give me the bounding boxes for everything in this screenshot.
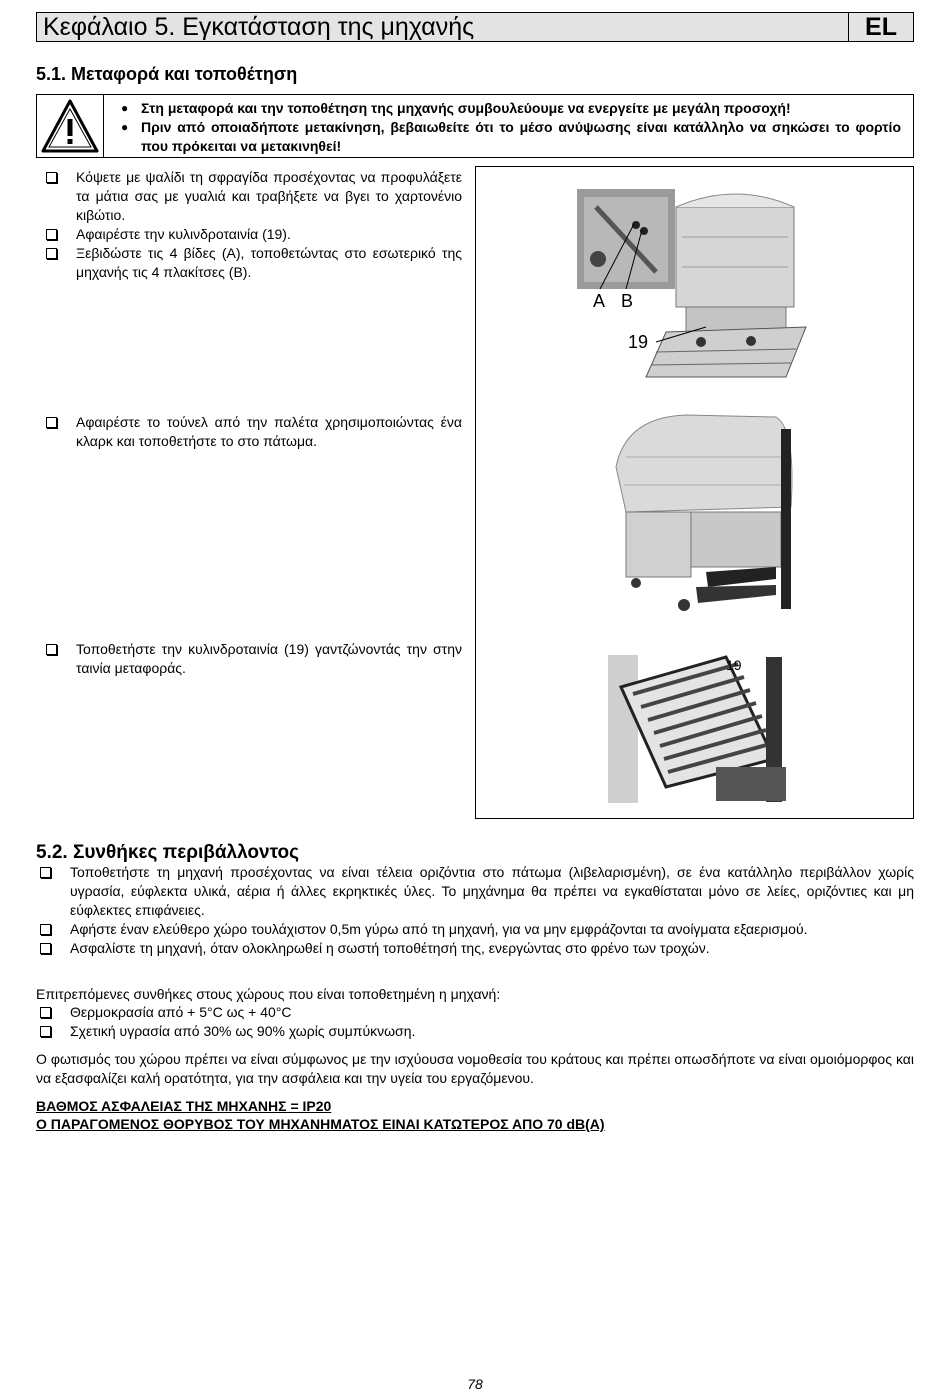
checkbox-bullet-icon [36, 1022, 70, 1041]
section-heading-5-1: 5.1. Μεταφορά και τοποθέτηση [36, 64, 298, 84]
section-heading-5-2: 5.2. Συνθήκες περιβάλλοντος [36, 842, 300, 863]
steps-group-1 [42, 168, 462, 282]
checkbox-bullet-icon [42, 244, 76, 282]
checkbox-bullet-icon [36, 1003, 70, 1022]
step-item: Αφαιρέστε το τούνελ από την παλέτα χρησιμοποιώντας ένα κλαρκ και τοποθετήστε το στο πάτωμα. [42, 413, 462, 451]
steps-group-3 [42, 640, 462, 678]
figures-panel [475, 166, 914, 819]
environment-item: Αφήστε έναν ελεύθερο χώρο τουλάχιστον 0,5m γύρω από τη μηχανή, για να μην εμφράζονται τα ανοίγματα εξαερισμού. [36, 920, 914, 939]
checkbox-bullet-icon [36, 863, 70, 920]
machine-on-pallet-figure [577, 189, 806, 377]
figure-label-19: 19 [628, 332, 649, 352]
checkbox-bullet-icon [42, 413, 76, 451]
step-item: Κόψετε με ψαλίδι τη σφραγίδα προσέχοντας να προφυλάξετε τα μάτια σας με γυαλιά και τραβήξετε να βγει το χαρτονένιο κιβώτιο. [42, 168, 462, 225]
checkbox-bullet-icon [42, 168, 76, 225]
figure-label-b: B [621, 291, 634, 311]
chapter-header [36, 12, 914, 42]
steps-group-2 [42, 413, 462, 451]
checkbox-bullet-icon [36, 939, 70, 958]
conditions-intro: Επιτρεπόμενες συνθήκες στους χώρους που είναι τοποθετημένη η μηχανή: [36, 986, 501, 1002]
checkbox-bullet-icon [42, 225, 76, 244]
warning-box [36, 94, 914, 158]
warning-triangle-icon [37, 95, 104, 157]
roller-conveyor-figure [608, 655, 786, 803]
checkbox-bullet-icon [36, 920, 70, 939]
conditions-list [36, 1003, 914, 1041]
environment-list [36, 863, 914, 958]
warning-item: ● Στη μεταφορά και την τοποθέτηση της μηχανής συμβουλεύουμε να ενεργείτε με μεγάλη προσοχή! [121, 100, 791, 116]
noise-level: Ο ΠΑΡΑΓΟΜΕΝΟΣ ΘΟΡΥΒΟΣ ΤΟΥ ΜΗΧΑΝΗΜΑΤΟΣ ΕΙΝΑΙ ΚΑΤΩΤΕΡΟΣ ΑΠΟ 70 dB(A) [36, 1116, 605, 1132]
checkbox-bullet-icon [42, 640, 76, 678]
forklift-figure [616, 415, 792, 611]
environment-item: Ασφαλίστε τη μηχανή, όταν ολοκληρωθεί η σωστή τοποθέτησή της, ενεργώντας στο φρένο των τροχών. [36, 939, 914, 958]
condition-item: Θερμοκρασία από + 5°C ως + 40°C [36, 1003, 914, 1022]
language-code: EL [848, 13, 913, 41]
step-item: Τοποθετήστε την κυλινδροταινία (19) γαντζώνοντάς την στην ταινία μεταφοράς. [42, 640, 462, 678]
protection-rating: ΒΑΘΜΟΣ ΑΣΦΑΛΕΙΑΣ ΤΗΣ ΜΗΧΑΝΗΣ = IP20 [36, 1098, 332, 1114]
figure-label-a: A [593, 291, 606, 311]
environment-item: Τοποθετήστε τη μηχανή προσέχοντας να είναι τέλεια οριζόντια στο πάτωμα (λιβελαρισμένη), σε ένα κατάλληλο περιβάλλον χωρίς υγρασία, εύφλεκτα υλικά, αέρια ή άλλες εκρηκτικές ύλες. Το μηχάνημα θα πρέπει να εγκαθίσταται μόνο σε λείες, οριζόντιες και μη εύφλεκτες επιφάνειες. [36, 863, 914, 920]
warning-item: ● Πριν από οποιαδήποτε μετακίνηση, βεβαιωθείτε ότι το μέσο ανύψωσης είναι κατάλληλο να σηκώσει το φορτίο που πρόκειται να μετακινηθεί! [121, 119, 901, 154]
page-number: 78 [467, 1376, 483, 1392]
figure-label-19b: 19 [726, 657, 742, 673]
chapter-title: Κεφάλαιο 5. Εγκατάσταση της μηχανής [43, 13, 475, 41]
condition-item: Σχετική υγρασία από 30% ως 90% χωρίς συμπύκνωση. [36, 1022, 914, 1041]
step-item: Ξεβιδώστε τις 4 βίδες (A), τοποθετώντας στο εσωτερικό της μηχανής τις 4 πλακίτσες (B). [42, 244, 462, 282]
lighting-paragraph: Ο φωτισμός του χώρου πρέπει να είναι σύμφωνος με την ισχύουσα νομοθεσία του κράτους και πρέπει οπωσδήποτε να είναι ομοιόμορφος και να εξασφαλίζει καλή ορατότητα, για την ασφάλεια και την υγεία του εργαζόμενου. [36, 1051, 914, 1086]
step-item: Αφαιρέστε την κυλινδροταινία (19). [42, 225, 462, 244]
